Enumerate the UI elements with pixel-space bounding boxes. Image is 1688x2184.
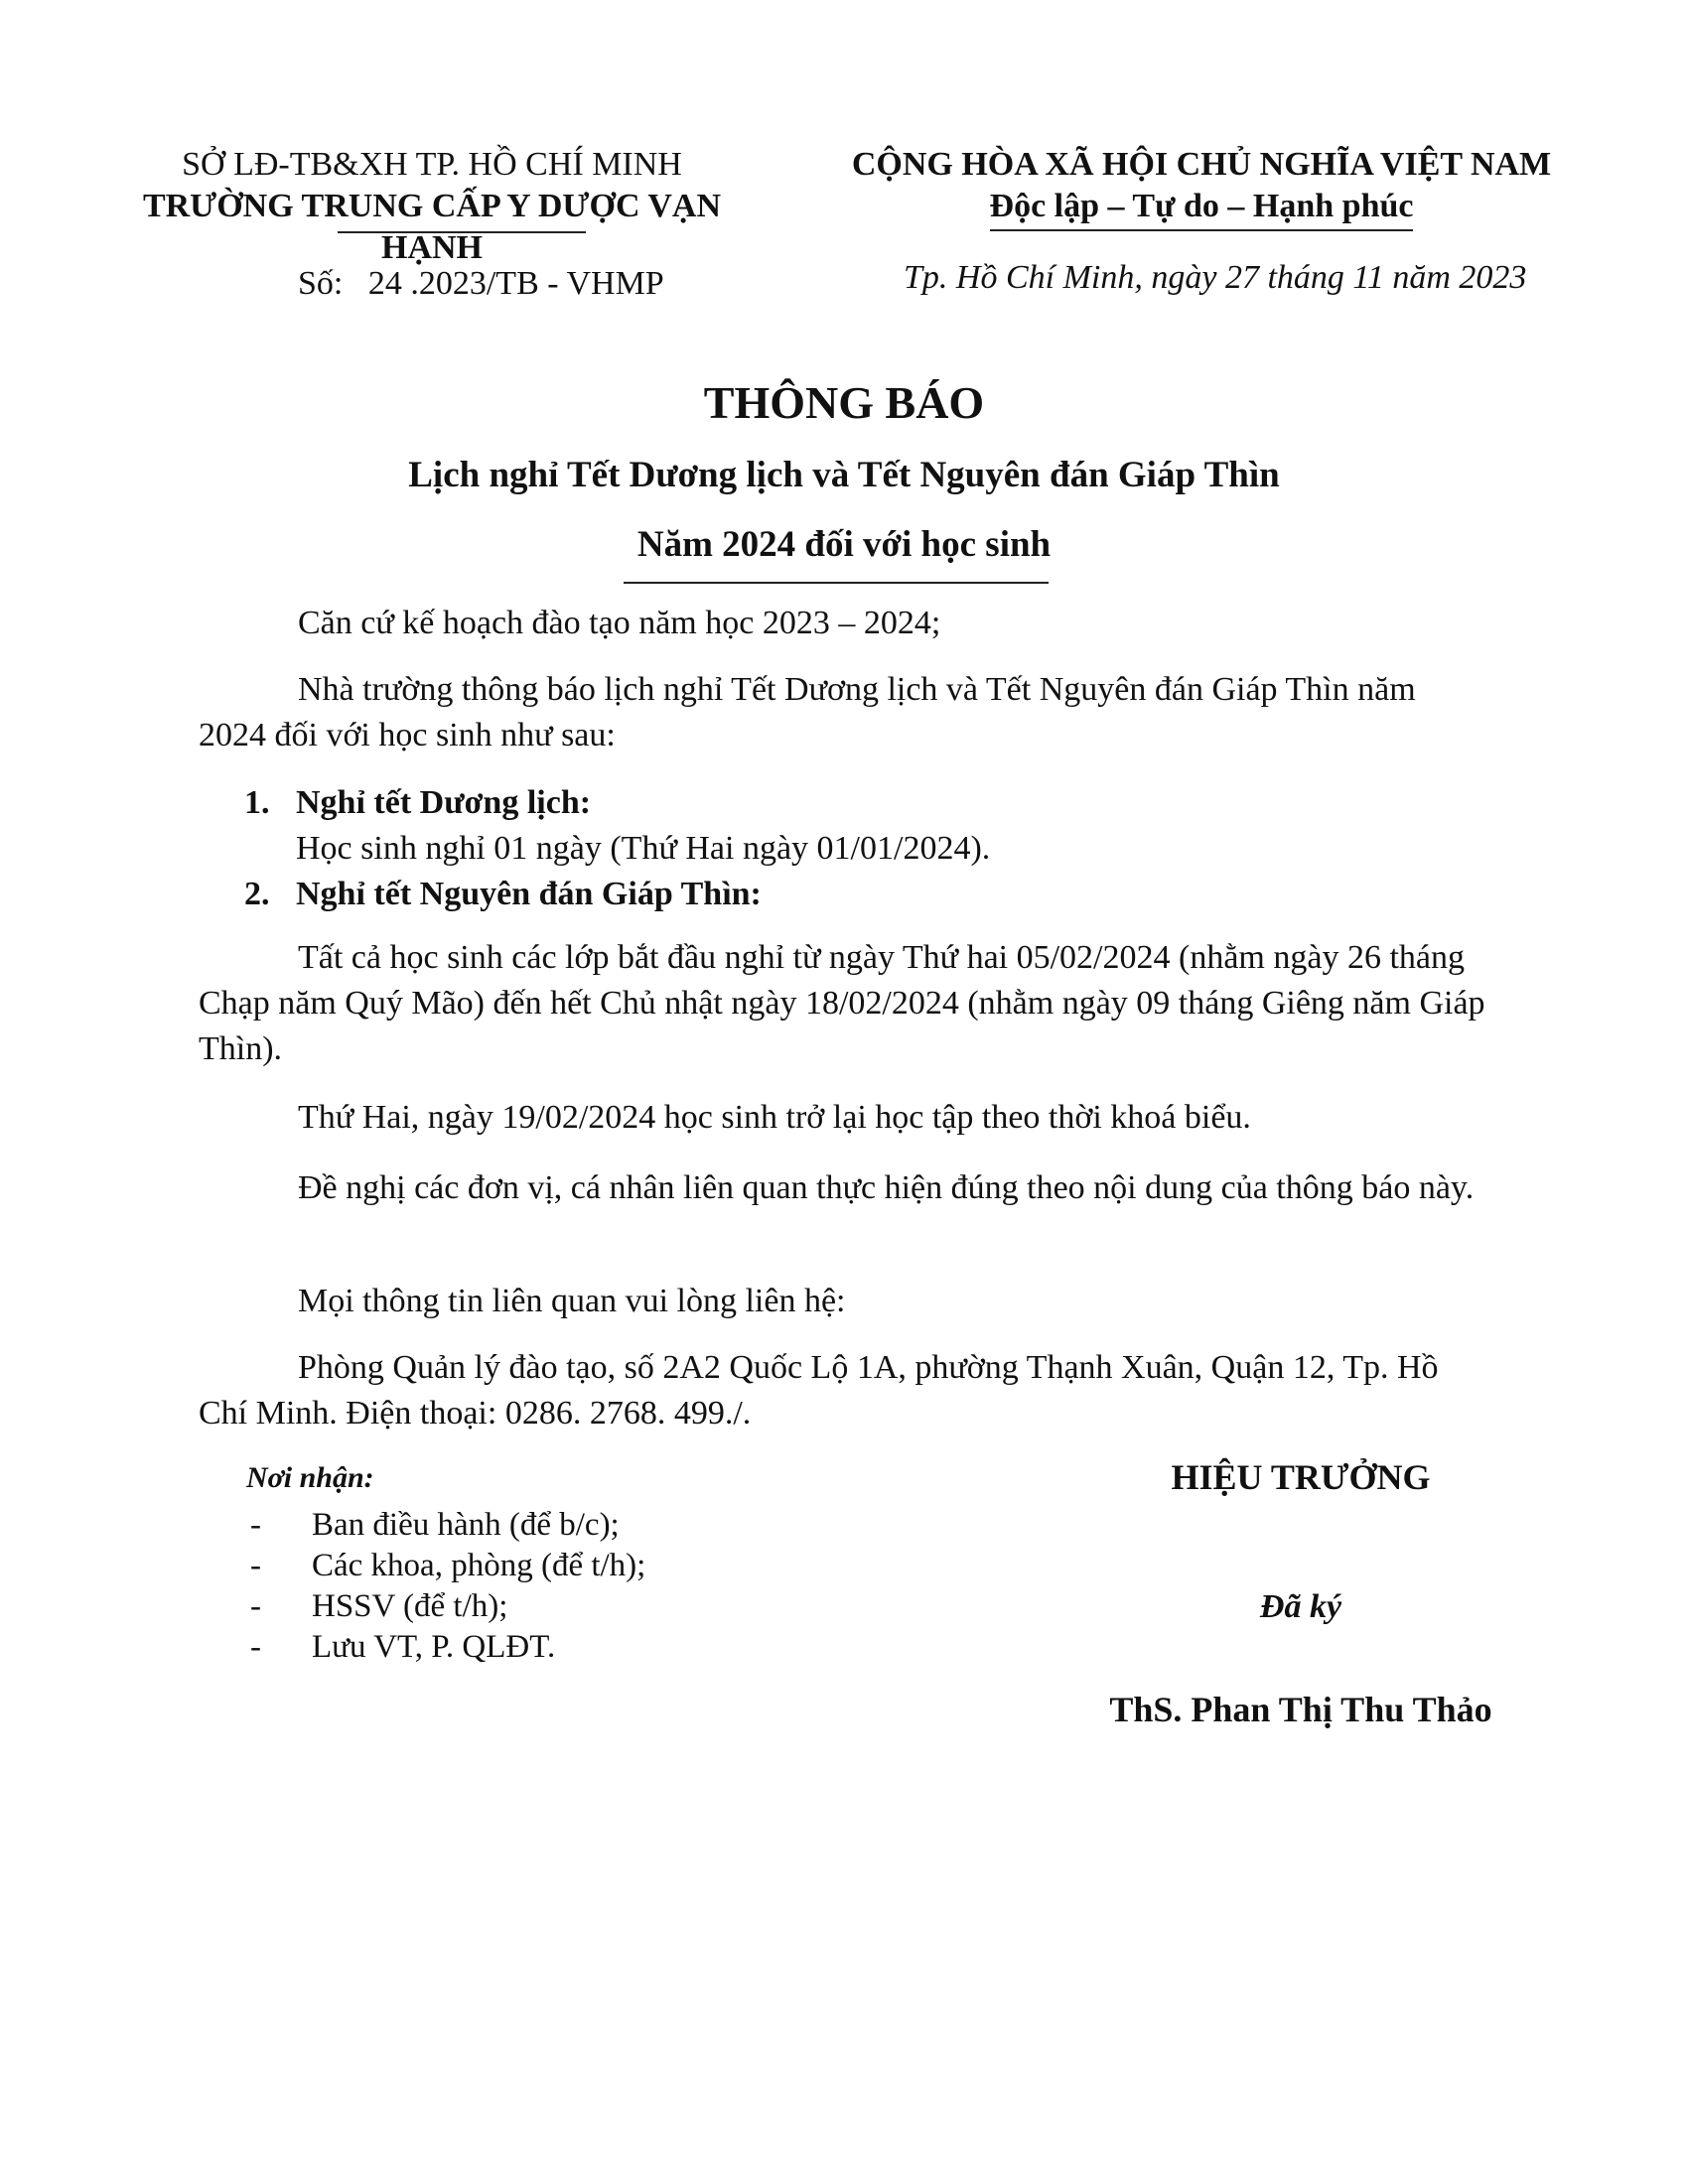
item-1-text: Học sinh nghỉ 01 ngày (Thứ Hai ngày 01/01/2024). [296, 830, 991, 867]
document-title: THÔNG BÁO [703, 377, 985, 428]
intro-paragraph: Nhà trường thông báo lịch nghỉ Tết Dương lịch và Tết Nguyên đán Giáp Thìn năm 2024 đối với học sinh như sau: [199, 671, 1416, 753]
return-paragraph: Thứ Hai, ngày 19/02/2024 học sinh trở lại học tập theo thời khoá biểu. [298, 1099, 1251, 1136]
item-1-heading: Nghỉ tết Dương lịch: [296, 784, 592, 821]
issuer-department: SỞ LĐ-TB&XH TP. HỒ CHÍ MINH [182, 146, 682, 183]
recipient-item: - HSSV (để t/h); [250, 1588, 508, 1624]
recipients-title: Nơi nhận: [246, 1461, 374, 1494]
title-underline [624, 582, 1049, 584]
item-2-number: 2. [244, 876, 270, 912]
signer-name: ThS. Phan Thị Thu Thảo [1109, 1690, 1492, 1729]
contact-paragraph: Phòng Quản lý đào tạo, số 2A2 Quốc Lộ 1A, phường Thạnh Xuân, Quận 12, Tp. Hồ Chí Minh. Điện thoại: 0286. 2768. 499./. [199, 1349, 1439, 1432]
national-motto: Độc lập – Tự do – Hạnh phúc [990, 186, 1414, 231]
place-date: Tp. Hồ Chí Minh, ngày 27 tháng 11 năm 2023 [904, 259, 1527, 296]
item-1-number: 1. [244, 784, 270, 821]
document-subtitle-1: Lịch nghỉ Tết Dương lịch và Tết Nguyên đán Giáp Thìn [408, 455, 1280, 495]
recipients-list [246, 1505, 645, 1668]
basis-paragraph: Căn cứ kế hoạch đào tạo năm học 2023 – 2024; [298, 605, 941, 641]
item-2-text: Tất cả học sinh các lớp bắt đầu nghỉ từ ngày Thứ hai 05/02/2024 (nhằm ngày 26 tháng Chạp năm Quý Mão) đến hết Chủ nhật ngày 18/02/2024 (nhằm ngày 09 tháng Giêng năm Giáp Thìn). [199, 939, 1485, 1067]
recipient-item: - Lưu VT, P. QLĐT. [250, 1629, 556, 1665]
request-paragraph: Đề nghị các đơn vị, cá nhân liên quan thực hiện đúng theo nội dung của thông báo này. [298, 1169, 1475, 1206]
issuer-school: TRƯỜNG TRUNG CẤP Y DƯỢC VẠN HẠNH [142, 188, 722, 266]
issuer-underline [338, 231, 586, 233]
contact-intro: Mọi thông tin liên quan vui lòng liên hệ: [298, 1283, 846, 1319]
recipient-item: - Ban điều hành (để b/c); [250, 1507, 620, 1543]
issuer-block [89, 144, 774, 269]
country-name: CỘNG HÒA XÃ HỘI CHỦ NGHĨA VIỆT NAM [851, 146, 1552, 183]
signature-status: Đã ký [1259, 1588, 1342, 1625]
national-motto-block [824, 144, 1579, 231]
signer-position: HIỆU TRƯỞNG [1171, 1457, 1431, 1497]
document-subtitle-2: Năm 2024 đối với học sinh [636, 524, 1052, 565]
document-number: Số: 24 .2023/TB - VHMP [298, 265, 664, 302]
item-2-heading: Nghỉ tết Nguyên đán Giáp Thìn: [296, 876, 762, 912]
recipient-item: - Các khoa, phòng (để t/h); [250, 1548, 646, 1583]
